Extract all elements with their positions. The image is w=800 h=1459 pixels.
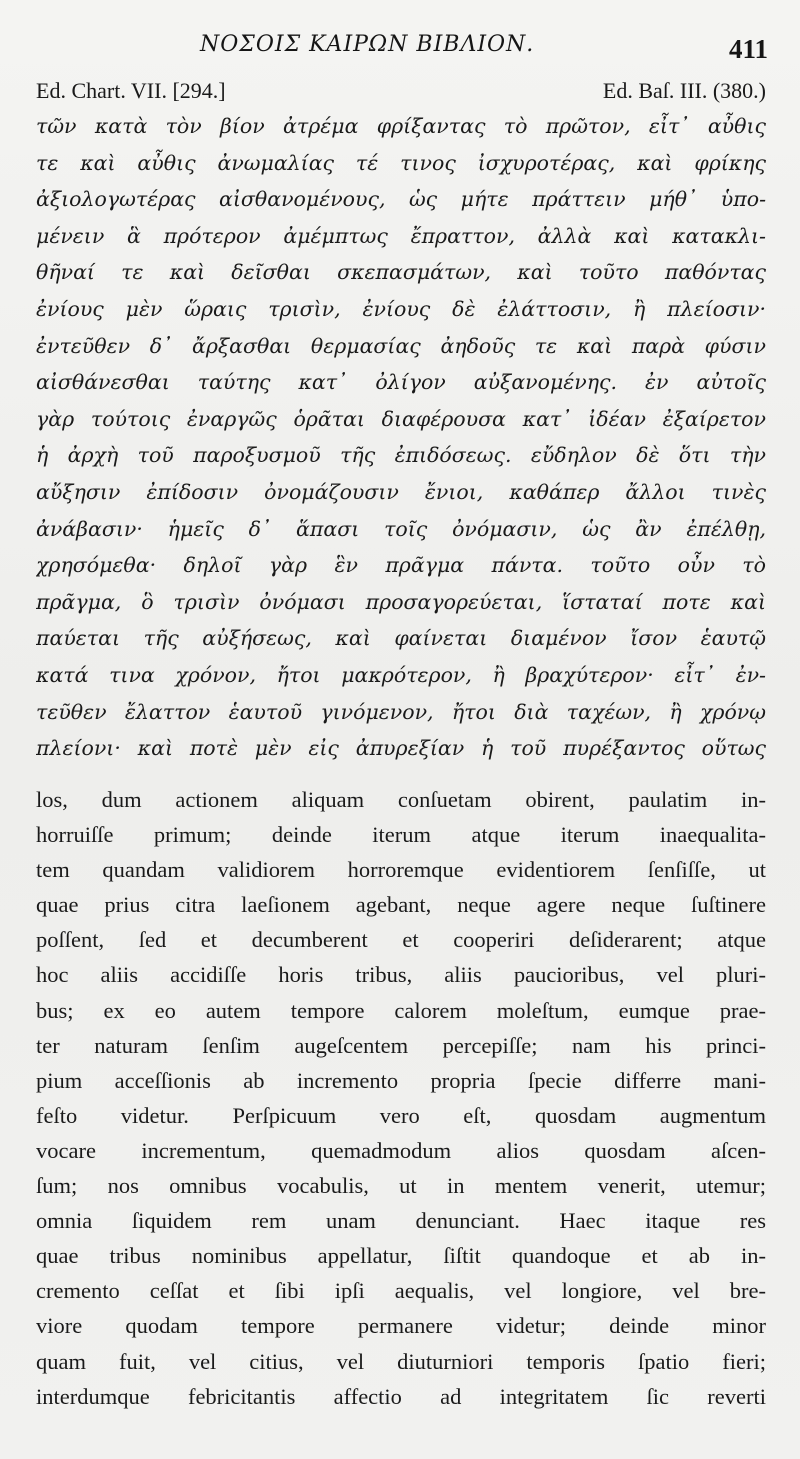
greek-text-line: κατά τινα χρόνον, ἤτοι μακρότερον, ἢ βραχύτερον· εἶτ᾽ ἐν- (36, 662, 766, 687)
greek-text-line: ἐντεῦθεν δ᾽ ἄρξασθαι θερμασίας ἀηδοῦς τε καὶ παρὰ φύσιν (36, 333, 766, 358)
latin-text-line: cremento ceſſat et ſibi ipſi aequalis, vel longiore, vel bre- (36, 1278, 766, 1304)
latin-text-line: feſto videtur. Perſpicuum vero eſt, quosdam augmentum (36, 1102, 766, 1128)
greek-text-line: ἀξιολογωτέρας αἰσθανομένους, ὡς μήτε πράττειν μήθ᾽ ὑπο- (36, 187, 766, 212)
latin-text-line: pium acceſſionis ab incremento propria ſpecie differre mani- (36, 1067, 766, 1093)
latin-text-line: quae prius citra laeſionem agebant, neque agere neque ſuſtinere (36, 892, 766, 918)
latin-text-line: interdumque febricitantis affectio ad integritatem ſic reverti (36, 1383, 766, 1409)
latin-text-line: bus; ex eo autem tempore calorem moleſtum, eumque prae- (36, 997, 766, 1023)
greek-text-line: ἀνάβασιν· ἡμεῖς δ᾽ ἅπασι τοῖς ὀνόμασιν, ὡς ἂν ἐπέλθῃ, (36, 516, 766, 541)
running-title: ΝΟΣΟΙΣ ΚΑΙΡΩΝ ΒΙΒΛΙΟΝ. (200, 32, 535, 57)
latin-text-line: poſſent, ſed et decumberent et cooperiri deſiderarent; atque (36, 927, 766, 953)
latin-text-line: los, dum actionem aliquam conſuetam obirent, paulatim in- (36, 787, 766, 812)
greek-text-line: τῶν κατὰ τὸν βίον ἀτρέμα φρίξαντας τὸ πρῶτον, εἶτ᾽ αὖθις (36, 114, 766, 138)
greek-text-line: ἡ ἀρχὴ τοῦ παροξυσμοῦ τῆς ἐπιδόσεως. εὔδηλον δὲ ὅτι τὴν (36, 443, 766, 468)
greek-text-line: τεῦθεν ἔλαττον ἑαυτοῦ γινόμενον, ἤτοι διὰ ταχέων, ἢ χρόνῳ (36, 699, 766, 724)
greek-text-line: αὔξησιν ἐπίδοσιν ὀνομάζουσιν ἔνιοι, καθάπερ ἄλλοι τινὲς (36, 479, 766, 504)
latin-text-line: tem quandam validiorem horroremque evidentiorem ſenſiſſe, ut (36, 857, 766, 883)
edition-chart-reference: Ed. Chart. VII. [294.] (36, 78, 226, 103)
greek-text-line: γὰρ τούτοις ἐναργῶς ὁρᾶται διαφέρουσα κατ᾽ ἰδέαν ἐξαίρετον (36, 406, 766, 431)
latin-text-line: viore quodam tempore permanere videtur; deinde minor (36, 1313, 766, 1339)
greek-text-line: ἐνίους μὲν ὥραις τρισὶν, ἐνίους δὲ ἐλάττοσιν, ἢ πλείοσιν· (36, 296, 766, 321)
latin-text-line: ter naturam ſenſim augeſcentem percepiſſe; nam his princi- (36, 1032, 766, 1058)
edition-references (36, 78, 766, 108)
latin-text-line: omnia ſiquidem rem unam denunciant. Haec itaque res (36, 1208, 766, 1234)
greek-text-line: αἰσθάνεσθαι ταύτης κατ᾽ ὀλίγον αὐξανομένης. ἐν αὐτοῖς (36, 370, 766, 395)
greek-text-line: πρᾶγμα, ὃ τρισὶν ὀνόμασι προσαγορεύεται, ἵσταταί ποτε καὶ (36, 589, 766, 614)
latin-text-line: horruiſſe primum; deinde iterum atque iterum inaequalita- (36, 822, 766, 848)
greek-text-line: παύεται τῆς αὐξήσεως, καὶ φαίνεται διαμένον ἴσον ἑαυτῷ (36, 626, 766, 651)
greek-text-line: μένειν ἃ πρότερον ἀμέμπτως ἔπραττον, ἀλλὰ καὶ κατακλι- (36, 223, 766, 248)
greek-text-block (36, 108, 766, 767)
greek-text-line: θῆναί τε καὶ δεῖσθαι σκεπασμάτων, καὶ τοῦτο παθόντας (36, 260, 766, 285)
latin-text-line: quam fuit, vel citius, vel diuturniori temporis ſpatio fieri; (36, 1348, 766, 1374)
latin-text-line: hoc aliis accidiſſe horis tribus, aliis paucioribus, vel pluri- (36, 962, 766, 988)
greek-text-line: χρησόμεθα· δηλοῖ γὰρ ἓν πρᾶγμα πάντα. τοῦτο οὖν τὸ (36, 553, 766, 578)
running-head (0, 26, 800, 66)
greek-text-line: πλείονι· καὶ ποτὲ μὲν εἰς ἀπυρεξίαν ἡ τοῦ πυρέξαντος οὕτως (36, 736, 766, 761)
greek-text-line: τε καὶ αὖθις ἀνωμαλίας τέ τινος ἰσχυροτέρας, καὶ φρίκης (36, 150, 766, 175)
latin-text-line: quae tribus nominibus appellatur, ſiſtit quandoque et ab in- (36, 1243, 766, 1269)
latin-text-line: vocare incrementum, quemadmodum alios quosdam aſcen- (36, 1137, 766, 1163)
edition-bas-reference: Ed. Baſ. III. (380.) (602, 78, 766, 103)
latin-text-line: ſum; nos omnibus vocabulis, ut in mentem venerit, utemur; (36, 1173, 766, 1199)
latin-text-block (36, 782, 766, 1414)
page-number: 411 (728, 34, 768, 64)
